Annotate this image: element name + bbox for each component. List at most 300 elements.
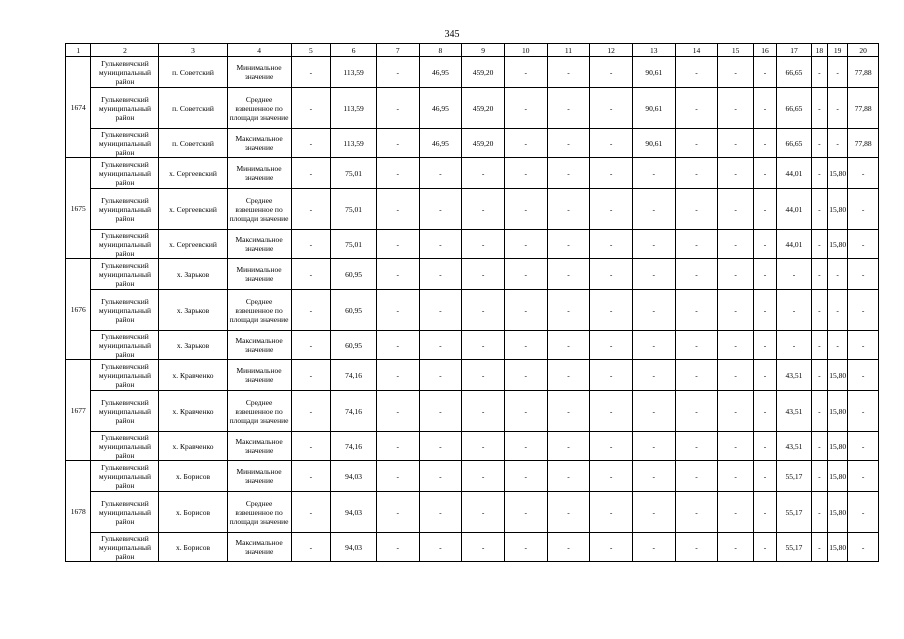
table-cell: - xyxy=(675,432,718,461)
table-cell: - xyxy=(291,230,331,259)
table-cell: - xyxy=(753,360,776,391)
table-cell: - xyxy=(811,57,827,88)
table-cell: - xyxy=(547,129,590,158)
table-cell: - xyxy=(590,432,633,461)
table-cell: - xyxy=(376,57,419,88)
table-row xyxy=(66,391,879,432)
table-cell: - xyxy=(632,492,675,533)
table-cell: - xyxy=(419,331,462,360)
table-cell: - xyxy=(419,290,462,331)
table-cell: - xyxy=(462,461,505,492)
row-group-id: 1674 xyxy=(66,57,91,158)
table-cell: - xyxy=(848,331,879,360)
table-cell: - xyxy=(675,360,718,391)
table-cell: Максимальное значение xyxy=(227,533,291,562)
column-header: 19 xyxy=(828,44,848,57)
table-cell: 113,59 xyxy=(331,129,377,158)
table-cell: - xyxy=(590,533,633,562)
table-cell: - xyxy=(811,259,827,290)
table-cell: - xyxy=(504,129,547,158)
table-cell: - xyxy=(376,230,419,259)
table-cell: - xyxy=(718,360,754,391)
table-cell: 66,65 xyxy=(777,88,812,129)
header-row xyxy=(66,44,879,57)
table-cell: - xyxy=(718,88,754,129)
table-cell: - xyxy=(291,158,331,189)
table-cell: 77,88 xyxy=(848,57,879,88)
row-group-id: 1677 xyxy=(66,360,91,461)
table-cell: - xyxy=(547,492,590,533)
table-cell: 94,03 xyxy=(331,533,377,562)
table-cell: Гулькевичский муниципальный район xyxy=(91,492,159,533)
table-cell: - xyxy=(811,290,827,331)
table-cell: - xyxy=(376,461,419,492)
table-cell: - xyxy=(462,158,505,189)
table-cell: 74,16 xyxy=(331,432,377,461)
table-cell: - xyxy=(547,461,590,492)
table-cell: - xyxy=(504,360,547,391)
table-cell: Гулькевичский муниципальный район xyxy=(91,290,159,331)
column-header: 7 xyxy=(376,44,419,57)
table-cell: Гулькевичский муниципальный район xyxy=(91,230,159,259)
table-row xyxy=(66,129,879,158)
table-cell: - xyxy=(291,533,331,562)
table-cell: 60,95 xyxy=(331,259,377,290)
table-cell: - xyxy=(632,461,675,492)
table-cell: 75,01 xyxy=(331,158,377,189)
table-cell: - xyxy=(753,88,776,129)
table-cell: - xyxy=(811,492,827,533)
table-cell: - xyxy=(291,290,331,331)
table-cell: - xyxy=(718,158,754,189)
table-cell: - xyxy=(777,290,812,331)
table-cell: - xyxy=(632,432,675,461)
table-cell: 15,80 xyxy=(828,533,848,562)
table-cell: 75,01 xyxy=(331,230,377,259)
table-cell: - xyxy=(632,360,675,391)
table-cell: - xyxy=(504,492,547,533)
table-cell: - xyxy=(376,290,419,331)
table-cell: Минимальное значение xyxy=(227,360,291,391)
table-cell: 77,88 xyxy=(848,88,879,129)
table-row xyxy=(66,259,879,290)
column-header: 13 xyxy=(632,44,675,57)
table-cell: - xyxy=(590,189,633,230)
column-header: 18 xyxy=(811,44,827,57)
table-cell: п. Советский xyxy=(159,88,227,129)
table-cell: - xyxy=(675,391,718,432)
table-cell: - xyxy=(718,230,754,259)
table-cell: - xyxy=(718,129,754,158)
table-header xyxy=(66,44,879,57)
table-cell: 74,16 xyxy=(331,391,377,432)
table-cell: - xyxy=(632,230,675,259)
table-cell: - xyxy=(291,432,331,461)
table-row xyxy=(66,331,879,360)
table-cell: Гулькевичский муниципальный район xyxy=(91,461,159,492)
table-cell: 113,59 xyxy=(331,88,377,129)
table-cell: 60,95 xyxy=(331,290,377,331)
table-cell: - xyxy=(504,432,547,461)
table-cell: - xyxy=(753,259,776,290)
table-cell: - xyxy=(675,158,718,189)
table-cell: - xyxy=(419,533,462,562)
table-cell: - xyxy=(376,189,419,230)
table-cell: - xyxy=(632,391,675,432)
table-cell: Гулькевичский муниципальный район xyxy=(91,88,159,129)
table-cell: Гулькевичский муниципальный район xyxy=(91,158,159,189)
table-cell: Гулькевичский муниципальный район xyxy=(91,533,159,562)
table-cell: - xyxy=(675,88,718,129)
table-cell: - xyxy=(848,230,879,259)
table-row xyxy=(66,533,879,562)
table-cell: - xyxy=(462,533,505,562)
table-row xyxy=(66,189,879,230)
table-cell: - xyxy=(419,360,462,391)
table-cell: - xyxy=(675,533,718,562)
column-header: 15 xyxy=(718,44,754,57)
column-header: 14 xyxy=(675,44,718,57)
table-cell: Среднее взвешенное по площади значение xyxy=(227,189,291,230)
table-cell: 43,51 xyxy=(777,391,812,432)
table-cell: - xyxy=(547,259,590,290)
table-cell: Максимальное значение xyxy=(227,331,291,360)
table-cell: х. Зарьков xyxy=(159,331,227,360)
table-cell: - xyxy=(718,461,754,492)
table-cell: 74,16 xyxy=(331,360,377,391)
table-cell: - xyxy=(547,189,590,230)
table-cell: - xyxy=(828,88,848,129)
table-cell: - xyxy=(632,158,675,189)
table-cell: - xyxy=(632,331,675,360)
table-cell: Гулькевичский муниципальный район xyxy=(91,331,159,360)
table-cell: Гулькевичский муниципальный район xyxy=(91,129,159,158)
table-cell: 15,80 xyxy=(828,189,848,230)
table-cell: - xyxy=(462,391,505,432)
table-cell: - xyxy=(590,331,633,360)
table-cell: 15,80 xyxy=(828,432,848,461)
table-cell: - xyxy=(376,360,419,391)
table-cell: - xyxy=(291,391,331,432)
table-cell: - xyxy=(848,432,879,461)
table-cell: х. Зарьков xyxy=(159,290,227,331)
table-cell: - xyxy=(718,391,754,432)
row-group-id: 1675 xyxy=(66,158,91,259)
table-cell: 46,95 xyxy=(419,88,462,129)
table-cell: - xyxy=(848,391,879,432)
table-cell: - xyxy=(504,290,547,331)
table-cell: 43,51 xyxy=(777,360,812,391)
table-cell: х. Борисов xyxy=(159,492,227,533)
table-cell: - xyxy=(675,57,718,88)
table-cell: - xyxy=(547,331,590,360)
table-cell: - xyxy=(632,533,675,562)
table-cell: - xyxy=(753,492,776,533)
table-cell: - xyxy=(462,290,505,331)
table-cell: Минимальное значение xyxy=(227,158,291,189)
table-cell: 94,03 xyxy=(331,461,377,492)
table-cell: - xyxy=(675,189,718,230)
column-header: 9 xyxy=(462,44,505,57)
table-cell: Максимальное значение xyxy=(227,129,291,158)
table-row xyxy=(66,230,879,259)
column-header: 16 xyxy=(753,44,776,57)
table-cell: - xyxy=(291,492,331,533)
table-cell: Гулькевичский муниципальный район xyxy=(91,259,159,290)
table-cell: - xyxy=(504,189,547,230)
column-header: 6 xyxy=(331,44,377,57)
table-cell: - xyxy=(753,57,776,88)
table-cell: - xyxy=(718,533,754,562)
table-cell: Среднее взвешенное по площади значение xyxy=(227,88,291,129)
table-cell: - xyxy=(462,492,505,533)
table-cell: 44,01 xyxy=(777,230,812,259)
table-cell: х. Сергеевский xyxy=(159,158,227,189)
table-cell: - xyxy=(848,461,879,492)
table-cell: - xyxy=(848,533,879,562)
column-header: 2 xyxy=(91,44,159,57)
table-cell: - xyxy=(753,391,776,432)
table-cell: - xyxy=(811,331,827,360)
table-cell: - xyxy=(718,259,754,290)
table-cell: - xyxy=(504,88,547,129)
table-cell: х. Кравченко xyxy=(159,391,227,432)
table-cell: - xyxy=(590,259,633,290)
table-cell: - xyxy=(828,331,848,360)
table-row xyxy=(66,461,879,492)
table-cell: Гулькевичский муниципальный район xyxy=(91,57,159,88)
table-cell: - xyxy=(811,391,827,432)
table-cell: х. Борисов xyxy=(159,461,227,492)
table-cell: - xyxy=(547,57,590,88)
table-cell: - xyxy=(753,230,776,259)
table-cell: - xyxy=(547,533,590,562)
row-group-id: 1678 xyxy=(66,461,91,562)
table-row xyxy=(66,158,879,189)
column-header: 20 xyxy=(848,44,879,57)
table-cell: Минимальное значение xyxy=(227,57,291,88)
table-cell: - xyxy=(590,57,633,88)
table-cell: - xyxy=(291,360,331,391)
table-cell: 46,95 xyxy=(419,129,462,158)
table-cell: 15,80 xyxy=(828,461,848,492)
table-cell: - xyxy=(848,189,879,230)
table-cell: - xyxy=(462,432,505,461)
table-cell: - xyxy=(675,259,718,290)
table-cell: - xyxy=(811,432,827,461)
table-cell: - xyxy=(462,360,505,391)
table-cell: - xyxy=(590,391,633,432)
table-cell: - xyxy=(828,259,848,290)
table-cell: - xyxy=(590,158,633,189)
table-cell: - xyxy=(718,432,754,461)
table-cell: - xyxy=(376,158,419,189)
table-cell: Гулькевичский муниципальный район xyxy=(91,189,159,230)
table-cell: - xyxy=(291,57,331,88)
table-cell: 75,01 xyxy=(331,189,377,230)
page-number: 345 xyxy=(444,29,460,40)
table-cell: - xyxy=(419,189,462,230)
table-cell: Максимальное значение xyxy=(227,432,291,461)
table-cell: - xyxy=(291,331,331,360)
table-cell: - xyxy=(811,230,827,259)
table-cell: - xyxy=(462,331,505,360)
table-cell: - xyxy=(504,57,547,88)
table-cell: - xyxy=(828,57,848,88)
column-header: 4 xyxy=(227,44,291,57)
table-cell: - xyxy=(376,533,419,562)
table-cell: - xyxy=(291,129,331,158)
table-cell: - xyxy=(419,391,462,432)
table-cell: - xyxy=(376,331,419,360)
table-cell: 94,03 xyxy=(331,492,377,533)
table-cell: Среднее взвешенное по площади значение xyxy=(227,492,291,533)
table-cell: - xyxy=(675,492,718,533)
table-cell: - xyxy=(777,259,812,290)
table-cell: х. Сергеевский xyxy=(159,189,227,230)
column-header: 3 xyxy=(159,44,227,57)
table-cell: - xyxy=(828,290,848,331)
table-cell: - xyxy=(753,290,776,331)
table-cell: - xyxy=(675,331,718,360)
table-cell: - xyxy=(419,158,462,189)
table-cell: 15,80 xyxy=(828,230,848,259)
table-cell: 55,17 xyxy=(777,461,812,492)
row-group-id: 1676 xyxy=(66,259,91,360)
column-header: 11 xyxy=(547,44,590,57)
table-cell: - xyxy=(811,533,827,562)
table-cell: Среднее взвешенное по площади значение xyxy=(227,391,291,432)
table-cell: - xyxy=(828,129,848,158)
table-cell: х. Кравченко xyxy=(159,360,227,391)
table-cell: - xyxy=(675,290,718,331)
table-row xyxy=(66,88,879,129)
table-cell: - xyxy=(291,88,331,129)
table-cell: - xyxy=(547,88,590,129)
table-cell: 15,80 xyxy=(828,158,848,189)
column-header: 12 xyxy=(590,44,633,57)
table-cell: 459,20 xyxy=(462,129,505,158)
table-cell: - xyxy=(718,57,754,88)
table-cell: п. Советский xyxy=(159,57,227,88)
table-cell: - xyxy=(376,492,419,533)
table-cell: - xyxy=(504,391,547,432)
table-cell: - xyxy=(811,461,827,492)
column-header: 1 xyxy=(66,44,91,57)
table-cell: - xyxy=(291,189,331,230)
table-cell: п. Советский xyxy=(159,129,227,158)
table-cell: - xyxy=(753,189,776,230)
table-cell: - xyxy=(675,461,718,492)
column-header: 8 xyxy=(419,44,462,57)
table-cell: - xyxy=(462,259,505,290)
table-cell: - xyxy=(753,331,776,360)
table-cell: - xyxy=(848,259,879,290)
table-cell: - xyxy=(547,158,590,189)
table-cell: - xyxy=(718,290,754,331)
table-cell: 55,17 xyxy=(777,533,812,562)
table-cell: - xyxy=(590,492,633,533)
table-cell: - xyxy=(811,129,827,158)
table-cell: х. Сергеевский xyxy=(159,230,227,259)
table-cell: х. Кравченко xyxy=(159,432,227,461)
table-cell: - xyxy=(753,461,776,492)
table-cell: - xyxy=(590,290,633,331)
column-header: 5 xyxy=(291,44,331,57)
table-cell: - xyxy=(504,230,547,259)
table-cell: 60,95 xyxy=(331,331,377,360)
table-cell: - xyxy=(590,360,633,391)
table-cell: - xyxy=(376,432,419,461)
table-cell: - xyxy=(547,432,590,461)
table-cell: 90,61 xyxy=(632,57,675,88)
table-cell: - xyxy=(547,391,590,432)
table-cell: 55,17 xyxy=(777,492,812,533)
table-cell: - xyxy=(848,360,879,391)
table-cell: - xyxy=(848,492,879,533)
table-cell: х. Борисов xyxy=(159,533,227,562)
table-cell: - xyxy=(419,432,462,461)
table-cell: - xyxy=(504,331,547,360)
data-table xyxy=(65,43,879,562)
table-cell: - xyxy=(753,158,776,189)
table-cell: - xyxy=(376,391,419,432)
table-row xyxy=(66,492,879,533)
table-cell: Минимальное значение xyxy=(227,461,291,492)
table-cell: 459,20 xyxy=(462,57,505,88)
table-cell: - xyxy=(811,158,827,189)
table-cell: Гулькевичский муниципальный район xyxy=(91,391,159,432)
table-cell: - xyxy=(777,331,812,360)
table-cell: х. Зарьков xyxy=(159,259,227,290)
table-cell: 66,65 xyxy=(777,57,812,88)
table-cell: 15,80 xyxy=(828,391,848,432)
table-cell: 113,59 xyxy=(331,57,377,88)
column-header: 17 xyxy=(777,44,812,57)
table-cell: - xyxy=(291,461,331,492)
table-cell: - xyxy=(632,290,675,331)
table-cell: - xyxy=(590,88,633,129)
table-cell: - xyxy=(753,129,776,158)
table-cell: Максимальное значение xyxy=(227,230,291,259)
table-cell: - xyxy=(419,230,462,259)
table-cell: - xyxy=(718,331,754,360)
table-cell: 44,01 xyxy=(777,158,812,189)
table-row xyxy=(66,57,879,88)
table-cell: - xyxy=(590,129,633,158)
table-cell: - xyxy=(376,129,419,158)
table-cell: - xyxy=(632,189,675,230)
column-header: 10 xyxy=(504,44,547,57)
table-cell: - xyxy=(675,230,718,259)
table-cell: 77,88 xyxy=(848,129,879,158)
table-cell: - xyxy=(376,259,419,290)
table-cell: - xyxy=(462,189,505,230)
table-cell: 459,20 xyxy=(462,88,505,129)
table-cell: Среднее взвешенное по площади значение xyxy=(227,290,291,331)
table-cell: 66,65 xyxy=(777,129,812,158)
table-cell: 43,51 xyxy=(777,432,812,461)
table-cell: 15,80 xyxy=(828,360,848,391)
table-cell: - xyxy=(675,129,718,158)
table-cell: - xyxy=(590,230,633,259)
table-cell: - xyxy=(718,492,754,533)
table-cell: - xyxy=(811,88,827,129)
table-cell: - xyxy=(848,290,879,331)
table-cell: - xyxy=(753,533,776,562)
table-row xyxy=(66,290,879,331)
table-row xyxy=(66,360,879,391)
